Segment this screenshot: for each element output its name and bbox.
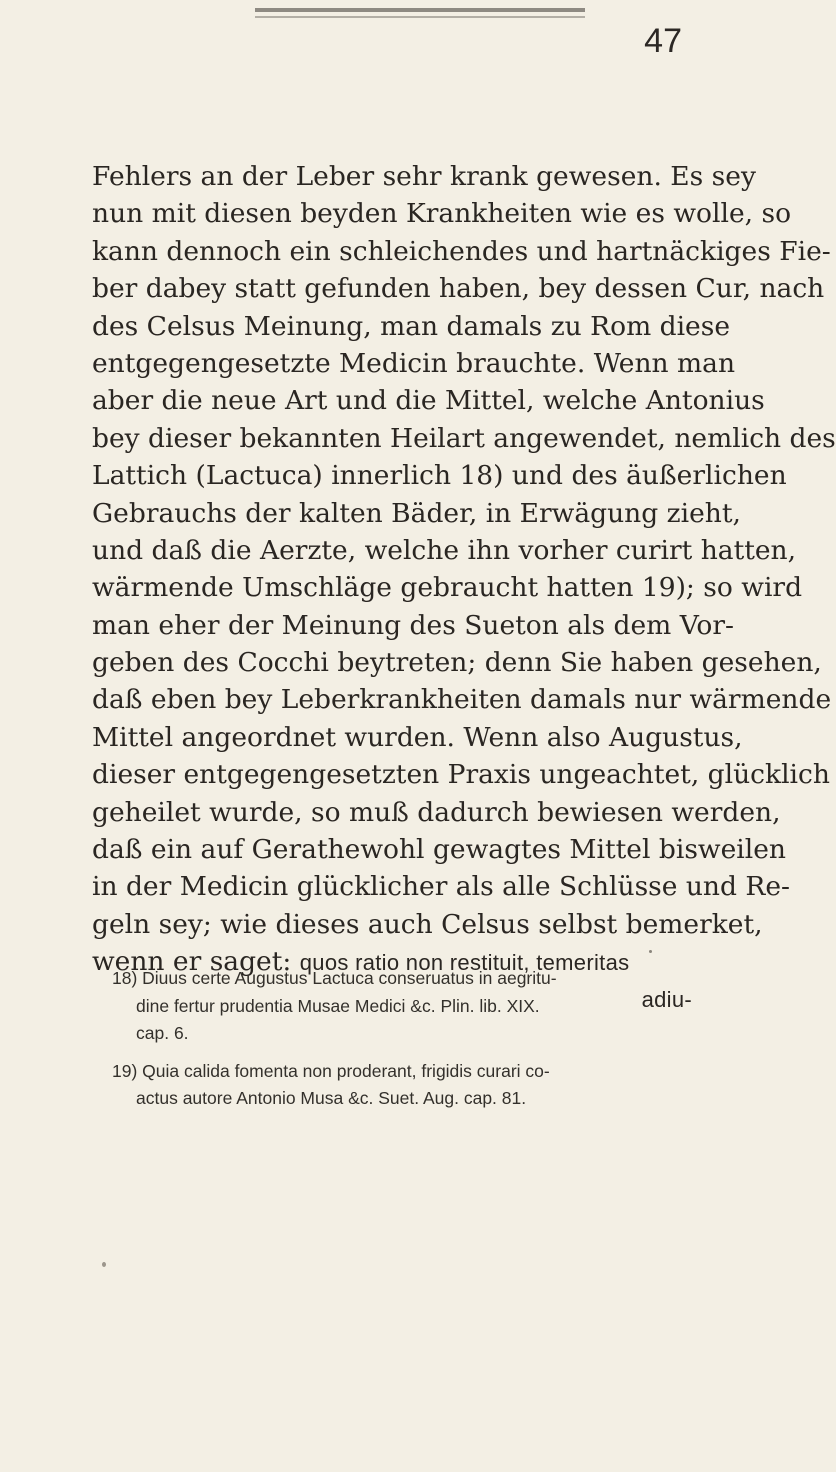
header-rule-thin — [255, 16, 585, 18]
text-line: Lattich (Lactuca) innerlich 18) und des äußerlichen — [92, 460, 787, 492]
text-line: daß eben bey Leberkrankheiten damals nur wärmende — [92, 684, 832, 716]
paper-speck — [649, 950, 652, 953]
text-line: Gebrauchs der kalten Bäder, in Erwägung zieht, — [92, 497, 741, 529]
paper-speck — [102, 1262, 106, 1267]
text-line: nun mit diesen beyden Krankheiten wie es wolle, so — [92, 198, 792, 230]
text-line: entgegengesetzte Medicin brauchte. Wenn man — [92, 347, 736, 379]
footnotes — [112, 965, 712, 1123]
text-line: wärmende Umschläge gebraucht hatten 19); so wird — [92, 572, 803, 604]
text-line: dieser entgegengesetzten Praxis ungeachtet, glücklich — [92, 759, 830, 791]
text-line: des Celsus Meinung, man damals zu Rom diese — [92, 310, 731, 342]
text-line: aber die neue Art und die Mittel, welche Antonius — [92, 385, 765, 417]
text-line: man eher der Meinung des Sueton als dem Vor- — [92, 609, 735, 641]
quote-intro: wenn er saget: — [92, 946, 300, 978]
page-number: 47 — [644, 22, 682, 60]
footnote-18 — [112, 965, 712, 1048]
text-line: geln sey; wie dieses auch Celsus selbst bemerket, — [92, 908, 763, 940]
latin-quote: quos ratio non restituit, temeritas — [299, 950, 630, 976]
text-line: Mittel angeordnet wurden. Wenn also Augustus, — [92, 721, 743, 753]
text-line: in der Medicin glücklicher als alle Schlüsse und Re- — [92, 871, 790, 903]
footnote-line: 19) Quia calida fomenta non proderant, frigidis curari co- — [112, 1060, 550, 1081]
footnote-line: dine fertur prudentia Musae Medici &c. Plin. lib. XIX. — [136, 995, 540, 1016]
text-line: ber dabey statt gefunden haben, bey dessen Cur, nach — [92, 273, 825, 305]
text-line: kann dennoch ein schleichendes und hartnäckiges Fie- — [92, 235, 831, 267]
catchword: adiu- — [641, 986, 692, 1012]
text-line: daß ein auf Gerathewohl gewagtes Mittel bisweilen — [92, 834, 786, 866]
footnote-line: 18) Diuus certe Augustus Lactuca conseruatus in aegritu- — [112, 968, 557, 988]
body-text — [92, 158, 836, 1018]
text-line: und daß die Aerzte, welche ihn vorher curirt hatten, — [92, 534, 797, 566]
text-line: Fehlers an der Leber sehr krank gewesen. Es sey — [92, 161, 756, 192]
header-rule — [255, 8, 585, 12]
footnote-19 — [112, 1058, 712, 1113]
text-line: bey dieser bekannten Heilart angewendet, nemlich des — [92, 422, 836, 454]
text-line: geheilet wurde, so muß dadurch bewiesen werden, — [92, 796, 781, 828]
footnote-line: cap. 6. — [136, 1023, 189, 1043]
text-line: geben des Cocchi beytreten; denn Sie haben gesehen, — [92, 647, 822, 679]
footnote-line: actus autore Antonio Musa &c. Suet. Aug. cap. 81. — [136, 1088, 527, 1108]
